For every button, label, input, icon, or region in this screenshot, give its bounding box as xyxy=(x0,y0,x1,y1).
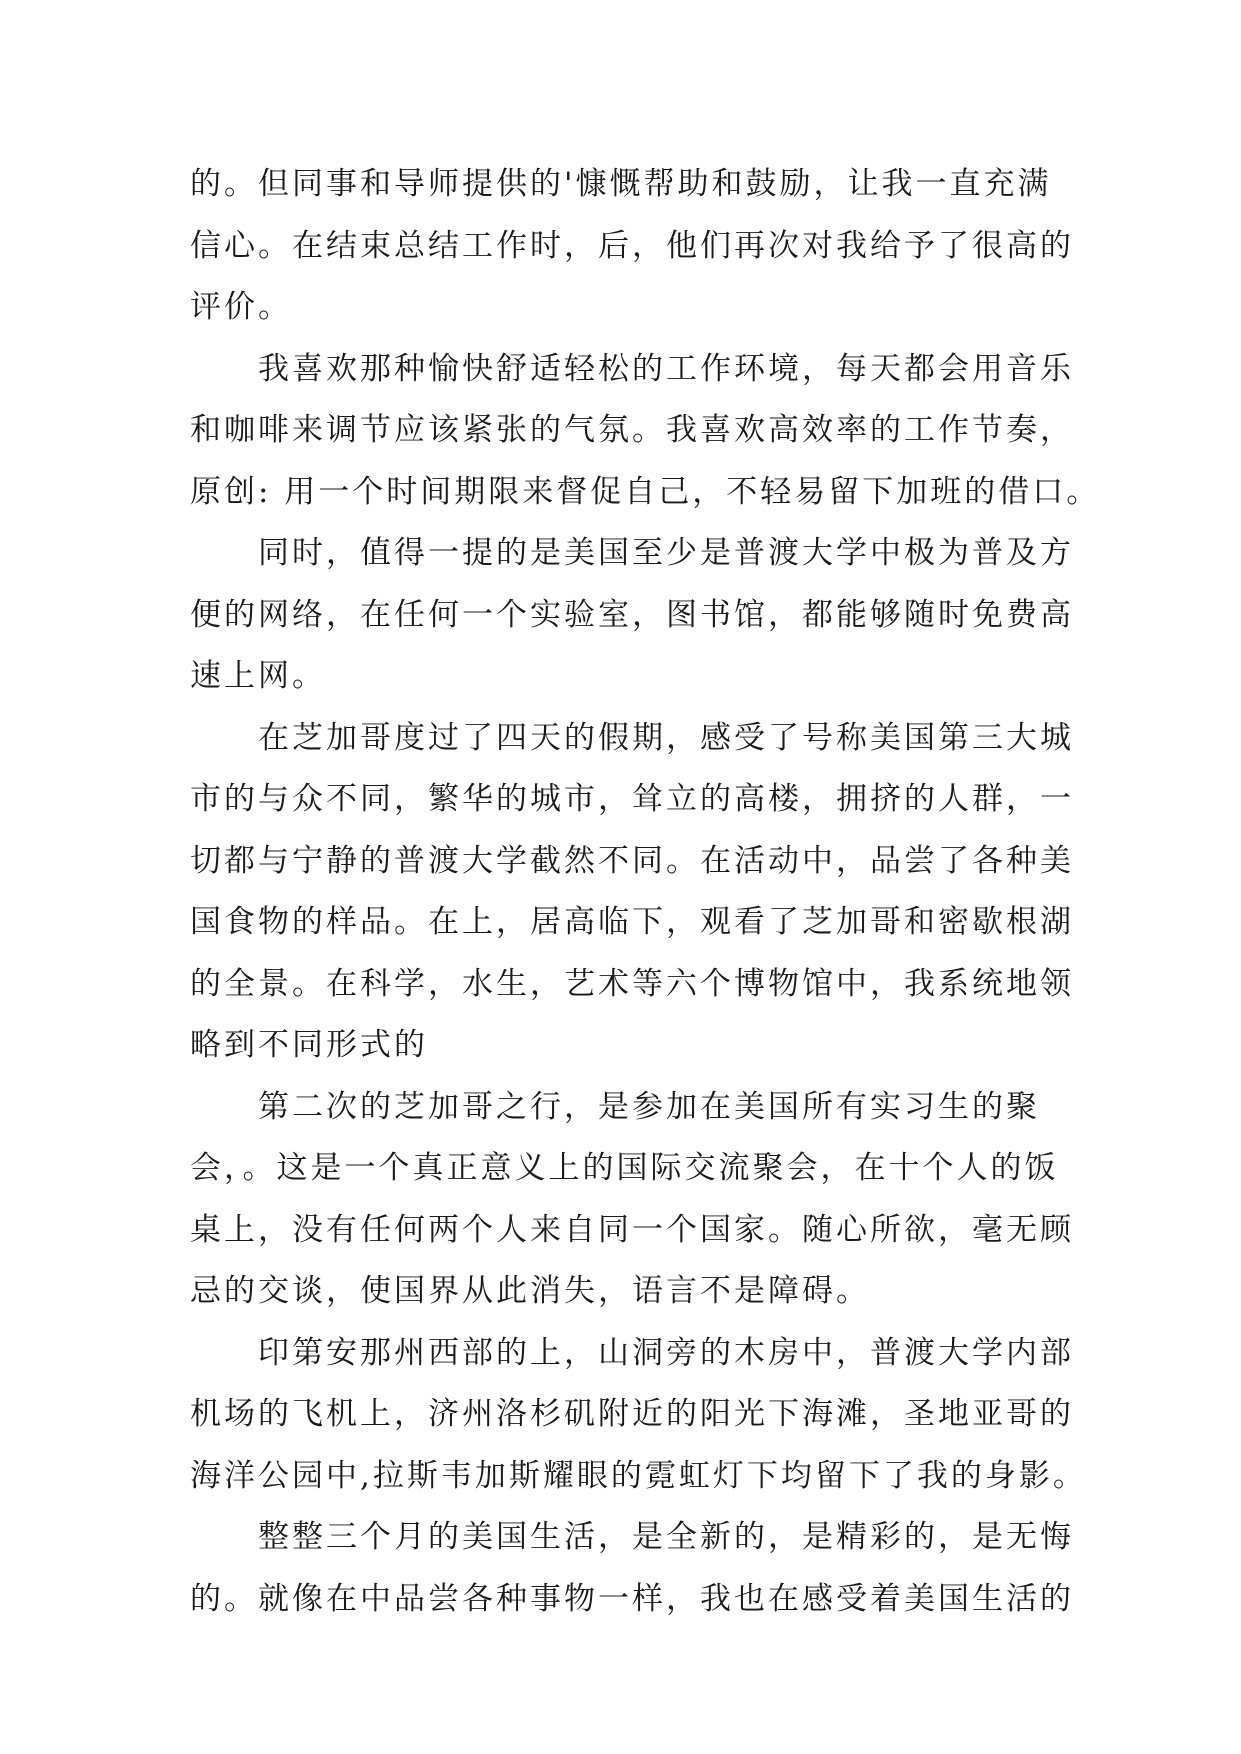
text-line: 印第安那州西部的上，山洞旁的木房中，普渡大学内部 xyxy=(258,1334,1074,1371)
text-line: 第二次的芝加哥之行，是参加在美国所有实习生的聚 xyxy=(258,1088,1040,1125)
text-line: 桌上，没有任何两个人来自同一个国家。随心所欲，毫无顾 xyxy=(190,1211,1074,1248)
document-body xyxy=(190,154,1101,1630)
text-line: 海洋公园中,拉斯韦加斯耀眼的霓虹灯下均留下了我的身影。 xyxy=(190,1457,1087,1494)
text-line: 我喜欢那种愉快舒适轻松的工作环境，每天都会用音乐 xyxy=(258,350,1074,387)
text-line: 评价。 xyxy=(190,289,292,325)
text-line: 市的与众不同，繁华的城市，耸立的高楼，拥挤的人群，一 xyxy=(190,781,1074,817)
text-line: 便的网络，在任何一个实验室，图书馆，都能够随时免费高 xyxy=(190,596,1074,633)
text-line: 和咖啡来调节应该紧张的气氛。我喜欢高效率的工作节奏， xyxy=(190,412,1074,448)
text-line: 信心。在结束总结工作时，后，他们再次对我给予了很高的 xyxy=(190,227,1074,264)
text-line: 国食物的样品。在上，居高临下，观看了芝加哥和密歇根湖 xyxy=(190,904,1074,940)
text-line: 的全景。在科学，水生，艺术等六个博物馆中，我系统地领 xyxy=(190,965,1074,1002)
text-line: 机场的飞机上，济州洛杉矶附近的阳光下海滩，圣地亚哥的 xyxy=(190,1396,1074,1432)
text-line: 同时，值得一提的是美国至少是普渡大学中极为普及方 xyxy=(258,535,1074,571)
text-line: 的。就像在中品尝各种事物一样，我也在感受着美国生活的 xyxy=(190,1580,1074,1617)
text-line: 略到不同形式的 xyxy=(190,1027,428,1063)
text-line: 整整三个月的美国生活，是全新的，是精彩的，是无悔 xyxy=(258,1519,1074,1555)
text-line: 在芝加哥度过了四天的假期，感受了号称美国第三大城 xyxy=(258,719,1074,756)
text-line: 原创: 用一个时间期限来督促自己，不轻易留下加班的借口。 xyxy=(190,473,1101,510)
text-line: 忌的交谈，使国界从此消失，语言不是障碍。 xyxy=(190,1273,870,1309)
text-line: 的。但同事和导师提供的'慷慨帮助和鼓励，让我一直充满 xyxy=(190,166,1052,202)
text-line: 切都与宁静的普渡大学截然不同。在活动中，品尝了各种美 xyxy=(190,842,1074,879)
text-line: 速上网。 xyxy=(190,658,326,694)
text-line: 会，。这是一个真正意义上的国际交流聚会，在十个人的饭 xyxy=(190,1150,1059,1186)
